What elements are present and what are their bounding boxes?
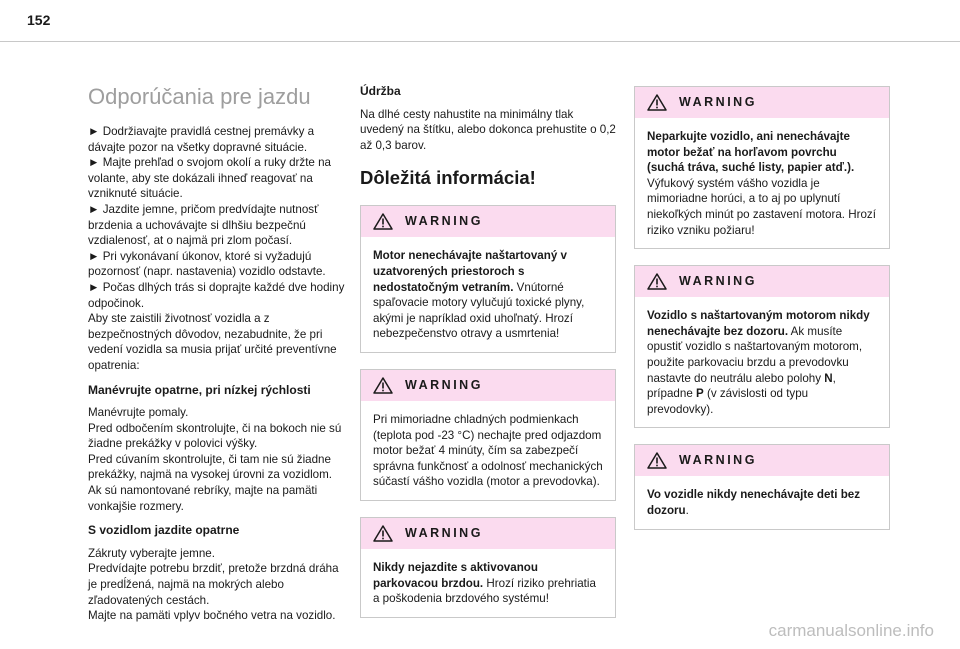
- curves-line: Majte na pamäti vplyv bočného vetra na vozidlo.: [88, 609, 336, 623]
- column-warnings: [634, 86, 890, 546]
- header-divider: [0, 41, 960, 42]
- warning-header: [361, 206, 615, 237]
- warning-bold: Vozidlo s naštartovaným motorom nikdy nenechávajte bez dozoru.: [647, 309, 870, 338]
- curves-heading: S vozidlom jazdite opatrne: [88, 523, 240, 538]
- warning-label: WARNING: [679, 94, 757, 109]
- warning-header: [361, 370, 615, 401]
- warning-text: [361, 549, 615, 617]
- important-heading: Dôležitá informácia!: [360, 167, 536, 189]
- intro-line: ► Počas dlhých trás si doprajte každé dve hodiny odpočinok.: [88, 280, 345, 310]
- warning-header: [361, 518, 615, 549]
- warning-detail: , prípadne: [647, 371, 836, 401]
- intro-line: ► Majte prehľad o svojom okolí a ruky držte na volante, aby ste dokázali ihneď reagovať na vzniknuté situácie.: [88, 156, 331, 201]
- warning-text: [361, 401, 615, 500]
- section-title: Odporúčania pre jazdu: [88, 84, 311, 109]
- warning-text: [635, 476, 889, 528]
- warning-box: [634, 86, 890, 249]
- warning-detail: Výfukový systém vášho vozidla je mimoriadne horúci, a to aj po uplynutí niekoľkých minút po zastavení motora. Hrozí riziko vzniku požiaru!: [647, 176, 876, 237]
- warning-box: [360, 369, 616, 501]
- intro-line: ► Dodržiavajte pravidlá cestnej premávky a dávajte pozor na všetky dopravné situácie.: [88, 125, 315, 154]
- warning-detail: Hrozí riziko prehriatia a poškodenia brzdového systému!: [373, 576, 596, 606]
- gear-n: N: [824, 371, 833, 385]
- maneuver-line: Ak sú namontované rebríky, majte na pamäti vonkajšie rozmery.: [88, 484, 318, 513]
- curves-text: [88, 546, 346, 624]
- warning-triangle-icon: [647, 452, 667, 469]
- maintenance-heading: Údržba: [360, 84, 401, 98]
- warning-box: [634, 444, 890, 529]
- warning-bold: Nikdy nejazdite s aktivovanou parkovacou brzdou.: [373, 560, 538, 590]
- warning-label: WARNING: [405, 214, 483, 229]
- warning-label: WARNING: [405, 377, 483, 392]
- intro-text: [88, 124, 346, 374]
- warning-label: WARNING: [405, 525, 483, 540]
- warning-triangle-icon: [647, 94, 667, 111]
- maneuver-heading: Manévrujte opatrne, pri nízkej rýchlosti: [88, 382, 311, 397]
- warning-detail: Pri mimoriadne chladných podmienkach (teplota pod -23 °C) nechajte pred odjazdom motor bežať 4 minúty, čím sa zabezpečí správna funkčnosť a odolnosť mechanických súčastí vášho vozidla (motor a prevodovka).: [373, 412, 603, 489]
- curves-line: Predvídajte potrebu brzdiť, pretože brzdná dráha je predĺžená, najmä na mokrých alebo zľadovatených cestách.: [88, 562, 339, 607]
- warning-bold: Motor nenechávajte naštartovaný v uzatvorených priestoroch s nedostatočným vetraním.: [373, 249, 567, 294]
- curves-line: Zákruty vyberajte jemne.: [88, 546, 215, 560]
- column-driving-tips: [88, 84, 346, 624]
- warning-detail: Vnútorné spaľovacie motory vylučujú toxické plyny, akými je napríklad oxid uhoľnatý. Hrozí nebezpečenstvo otravy a usmrtenia!: [373, 280, 585, 341]
- intro-line: Aby ste zaistili životnosť vozidla a z bezpečnostných dôvodov, nezabudnite, že pri vedení vozidla sa musia prijať určité preventívne opatrenia:: [88, 312, 337, 372]
- maneuver-line: Pred odbočením skontrolujte, či na bokoch nie sú žiadne prekážky v polovici výšky.: [88, 421, 342, 451]
- warning-box: [634, 265, 890, 428]
- intro-line: ► Pri vykonávaní úkonov, ktoré si vyžadujú pozornosť (napr. nastavenia) vozidlo odstavte.: [88, 249, 326, 279]
- warning-box: [360, 205, 616, 353]
- warning-header: [635, 445, 889, 476]
- maneuver-line: Pred cúvaním skontrolujte, či tam nie sú žiadne prekážky, najmä na vysokej úrovni za vozidlom.: [88, 452, 333, 482]
- page-number: 152: [27, 12, 51, 28]
- warning-label: WARNING: [679, 453, 757, 468]
- gear-p: P: [696, 387, 704, 401]
- warning-triangle-icon: [373, 213, 393, 230]
- warning-box: [360, 517, 616, 618]
- warning-detail: Ak musíte opustiť vozidlo s naštartovaným motorom, použite parkovaciu brzdu a prevodovku nastavte do neutrálu alebo polohy: [647, 324, 863, 385]
- warning-bold: Vo vozidle nikdy nenechávajte deti bez dozoru: [647, 488, 861, 517]
- warning-detail: .: [685, 503, 689, 517]
- warning-label: WARNING: [679, 273, 757, 288]
- warning-triangle-icon: [373, 525, 393, 542]
- maintenance-text: Na dlhé cesty nahustite na minimálny tlak uvedený na štítku, alebo dokonca prehustite o 0,2 až 0,3 barov.: [360, 107, 616, 152]
- warning-header: [635, 87, 889, 118]
- warning-header: [635, 266, 889, 297]
- maneuver-text: [88, 405, 346, 514]
- warning-text: [361, 237, 615, 352]
- watermark[interactable]: carmanualsonline.info: [768, 621, 934, 640]
- warning-triangle-icon: [373, 377, 393, 394]
- warning-bold: Neparkujte vozidlo, ani nenechávajte motor bežať na horľavom povrchu (suchá tráva, suché listy, papier atď.).: [647, 130, 855, 175]
- intro-line: ► Jazdite jemne, pričom predvídajte nutnosť brzdenia a uchovávajte si dlhšiu bezpečnú vzdialenosť, at o najmä pri zlom počasí.: [88, 202, 319, 248]
- maneuver-line: Manévrujte pomaly.: [88, 406, 189, 420]
- column-maintenance: [360, 84, 616, 634]
- warning-detail: (v závislosti od typu prevodovky).: [647, 387, 809, 416]
- warning-text: [635, 297, 889, 427]
- warning-triangle-icon: [647, 273, 667, 290]
- warning-text: [635, 118, 889, 248]
